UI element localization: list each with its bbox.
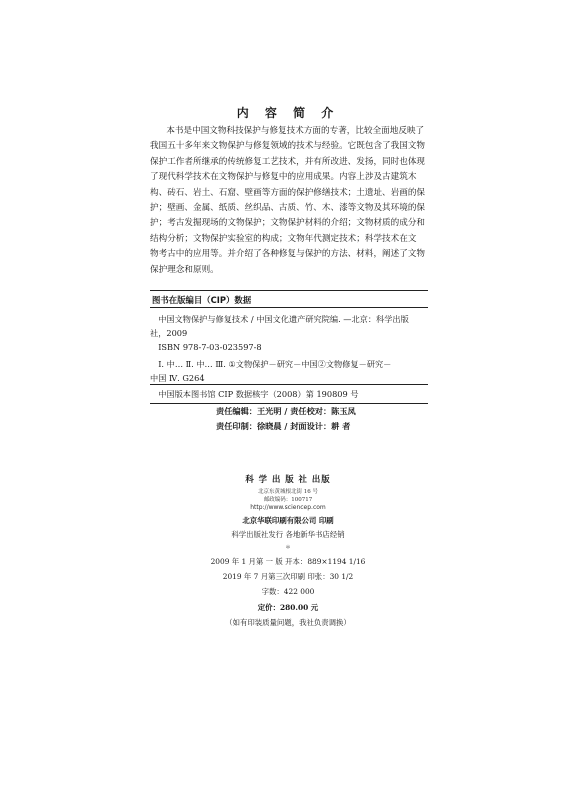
word-count: 字数：422 000 <box>261 587 315 596</box>
cip-top-rule <box>150 290 428 291</box>
cip-heading: 图书在版编目（CIP）数据 <box>152 295 252 305</box>
cip-record-line: 中国版本图书馆 CIP 数据核字（2008）第 190809 号 <box>158 389 359 399</box>
edition-info: 2009 年 1 月第 一 版 开本：889×1194 1/16 <box>210 557 366 566</box>
publisher-url: http://www.sciencep.com <box>250 504 326 511</box>
cip-entry-line: 中国文物保护与修复技术 / 中国文化遗产研究院编. —北京：科学出版 <box>158 314 409 324</box>
cip-isbn: ISBN 978-7-03-023597-8 <box>158 342 262 352</box>
printing-info: 2019 年 7 月第三次印刷 印张：30 1/2 <box>222 572 354 581</box>
cip-classification <box>150 357 432 385</box>
editor-credits: 责任编辑：王光明 / 责任校对：陈玉凤 <box>216 406 356 416</box>
price: 定价：280.00 元 <box>257 603 319 612</box>
publisher-name: 科 学 出 版 社 出版 <box>245 474 331 484</box>
intro-line: 物考古中的应用等。并介绍了各种修复与保护的方法、材料，阐述了文物 <box>150 249 426 260</box>
intro-paragraph <box>150 124 437 278</box>
intro-line: 本书是中国文物科技保护与修复技术方面的专著，比较全面地反映了 <box>166 126 425 136</box>
publisher-address: 北京东黄城根北街 16 号 <box>258 489 318 495</box>
intro-line: 护；壁画、金属、纸质、丝织品、古质、竹、木、漆等文物及其环境的保 <box>150 203 426 214</box>
intro-line: 结构分析；文物保护实验室的构成；文物年代测定技术；科学技术在文 <box>150 233 417 244</box>
intro-line: 构、砖石、岩土、石窟、壁画等方面的保护修缮技术；土遗址、岩画的保 <box>150 187 426 198</box>
intro-line: 了现代科学技术在文物保护与修复中的应用成果。内容上涉及古建筑木 <box>150 172 417 183</box>
intro-line: 护；考古发掘现场的文物保护；文物保护材料的介绍；文物材质的成分和 <box>150 218 426 229</box>
cip-header-rule <box>150 307 428 308</box>
publisher-postcode: 邮政编码：100717 <box>263 497 313 503</box>
quality-notice: （如有印装质量问题，我社负责调换） <box>225 618 351 627</box>
cip-entry <box>150 312 432 354</box>
production-credits: 责任印制：徐晓晨 / 封面设计：耕 者 <box>216 421 351 431</box>
cip-classification-line: Ⅰ. 中… Ⅱ. 中… Ⅲ. ①文物保护－研究－中国②文物修复－研究－ <box>158 359 392 369</box>
cip-record <box>150 387 432 401</box>
printer: 北京华联印刷有限公司 印刷 <box>242 516 334 525</box>
distribution: 科学出版社发行 各地新华书店经销 <box>231 530 345 539</box>
cip-bottom-rule <box>150 403 428 404</box>
separator-mark: ＊ <box>285 545 291 551</box>
cip-classification-line: 中国 Ⅳ. G264 <box>150 373 205 383</box>
cip-middle-rule <box>150 384 428 385</box>
intro-line: 保护理念和原则。 <box>150 264 219 275</box>
intro-title: 内 容 简 介 <box>236 106 340 120</box>
intro-line: 我国五十多年来文物保护与修复领域的技术与经验。它既包含了我国文物 <box>150 141 426 152</box>
intro-line: 保护工作者所继承的传统修复工艺技术，并有所改进、发扬，同时也体现 <box>150 156 426 167</box>
intro-text <box>150 124 437 278</box>
cip-entry-line: 社，2009 <box>150 328 188 338</box>
